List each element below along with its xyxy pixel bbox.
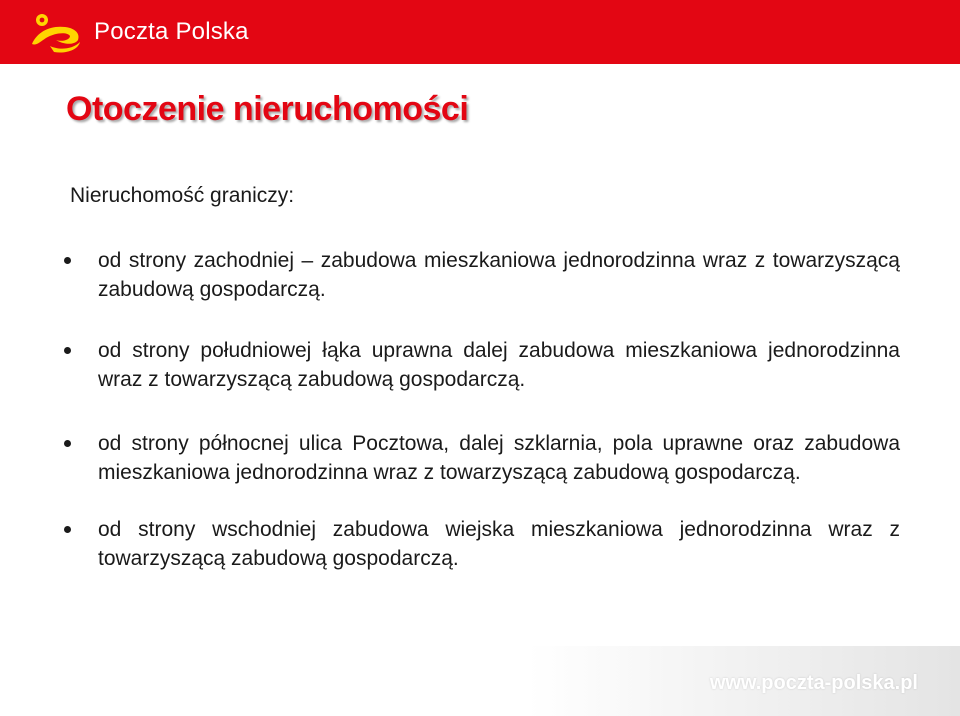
footer-url-link[interactable]: www.poczta-polska.pl xyxy=(709,672,918,694)
bullet-item-east xyxy=(60,515,900,573)
bullet-text: od strony północnej ulica Pocztowa, dalej szklarnia, pola uprawne oraz zabudowa mieszkaniowa jednorodzinna wraz z towarzyszącą zabudową gospodarczą. xyxy=(98,432,900,484)
slide-title: Otoczenie nieruchomości xyxy=(66,90,469,128)
intro-text: Nieruchomość graniczy: xyxy=(70,184,295,207)
post-horn-icon xyxy=(28,10,84,54)
bullet-item-north xyxy=(60,429,900,487)
bullet-dot-icon xyxy=(64,257,71,264)
brand-logo[interactable] xyxy=(28,10,249,54)
bullet-text: od strony wschodniej zabudowa wiejska mieszkaniowa jednorodzinna wraz z towarzyszącą zabudową gospodarczą. xyxy=(98,518,900,570)
header-bar xyxy=(0,0,960,64)
bullet-item-south xyxy=(60,336,900,394)
bullet-list xyxy=(60,246,900,605)
brand-name: Poczta Polska xyxy=(94,18,249,45)
bullet-text: od strony zachodniej – zabudowa mieszkaniowa jednorodzinna wraz z towarzyszącą zabudową gospodarczą. xyxy=(98,249,900,301)
bullet-item-west xyxy=(60,246,900,304)
bullet-text: od strony południowej łąka uprawna dalej zabudowa mieszkaniowa jednorodzinna wraz z towarzyszącą zabudową gospodarczą. xyxy=(98,339,900,391)
bullet-dot-icon xyxy=(64,440,71,447)
bullet-dot-icon xyxy=(64,347,71,354)
bullet-dot-icon xyxy=(64,526,71,533)
